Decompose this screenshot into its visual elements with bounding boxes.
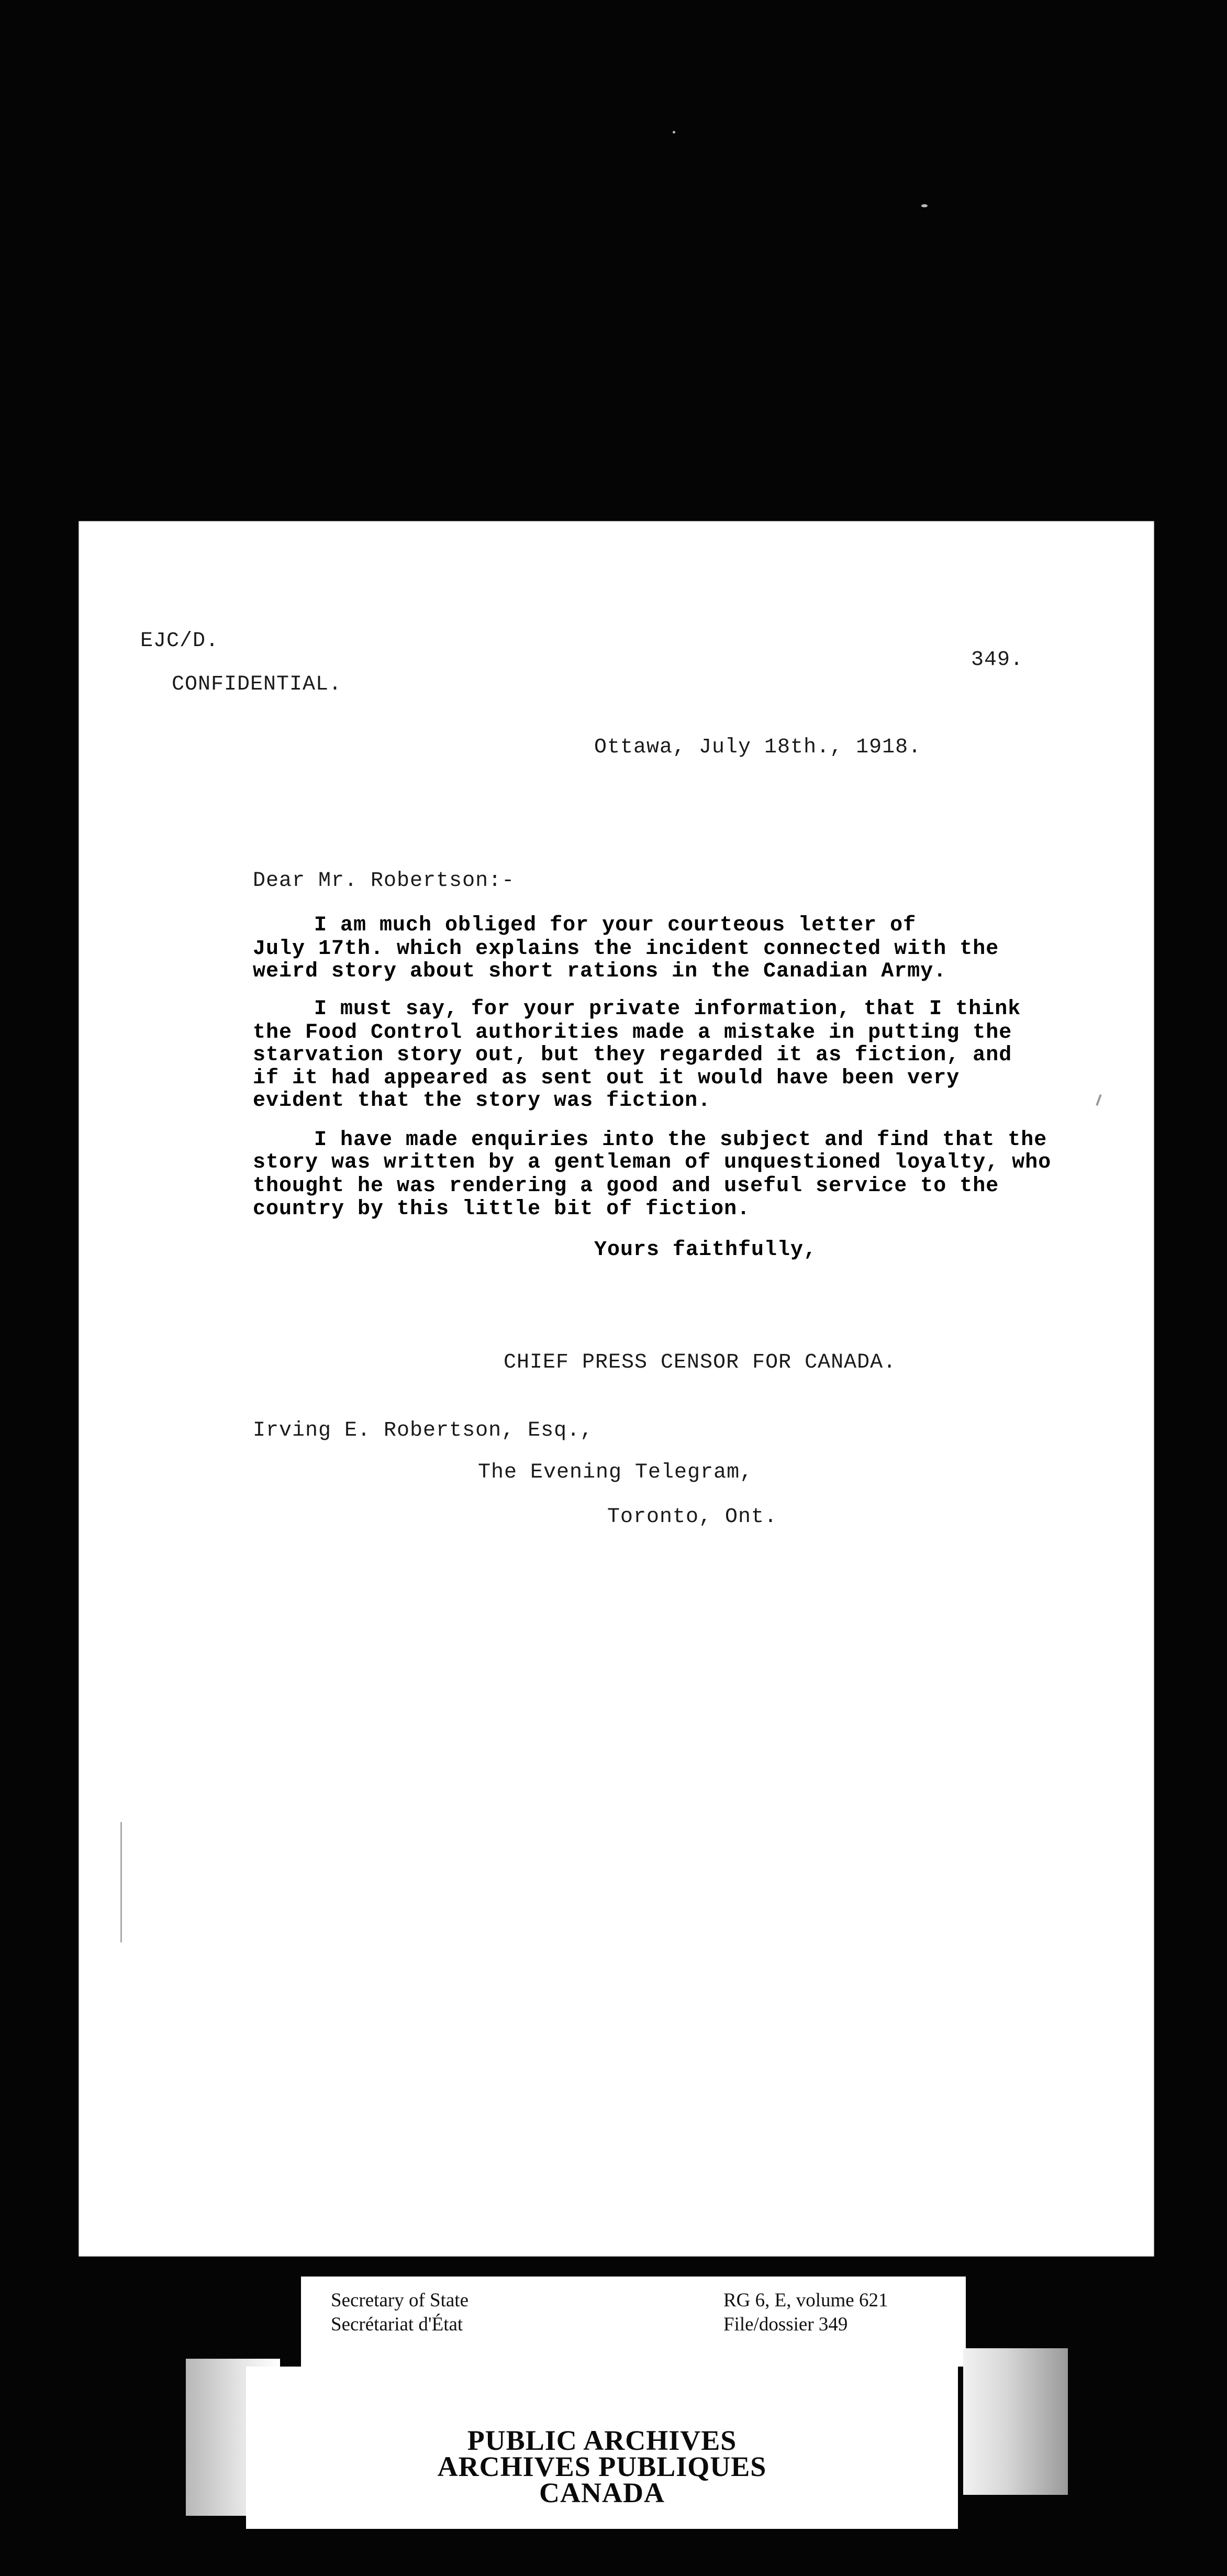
department-french: Secrétariat d'État — [331, 2314, 463, 2335]
salutation: Dear Mr. Robertson:- — [253, 869, 515, 893]
department-english: Secretary of State — [331, 2290, 469, 2311]
paragraph-line: I am much obliged for your courteous letter of — [314, 914, 917, 937]
recipient-line: Irving E. Robertson, Esq., — [253, 1419, 594, 1442]
paragraph-line: country by this little bit of fiction. — [253, 1197, 751, 1221]
stamp-line-french: ARCHIVES PUBLIQUES — [437, 2451, 767, 2482]
paragraph-line: story was written by a gentleman of unquestioned loyalty, who — [253, 1151, 1052, 1174]
place-date: Ottawa, July 18th., 1918. — [594, 736, 922, 759]
archive-stamp — [246, 2367, 958, 2529]
stamp-shadow-right — [963, 2348, 1068, 2495]
margin-mark — [1096, 1094, 1101, 1106]
scan-speck — [921, 204, 928, 207]
archive-label — [301, 2277, 966, 2367]
signature-title: CHIEF PRESS CENSOR FOR CANADA. — [504, 1351, 897, 1374]
archive-reference: RG 6, E, volume 621 — [723, 2290, 888, 2311]
page-crease — [120, 1822, 122, 1942]
paragraph-line: I have made enquiries into the subject and find that the — [314, 1128, 1047, 1152]
paragraph-line: starvation story out, but they regarded it as fiction, and — [253, 1043, 1012, 1067]
paragraph-line: July 17th. which explains the incident connected with the — [253, 937, 999, 961]
reference-initials: EJC/D. — [140, 629, 219, 653]
paragraph-line: weird story about short rations in the Canadian Army. — [253, 960, 947, 983]
page-number: 349. — [971, 648, 1024, 672]
letter-page — [79, 521, 1154, 2257]
closing: Yours faithfully, — [594, 1238, 817, 1262]
scan-speck — [673, 131, 675, 134]
archive-file: File/dossier 349 — [723, 2314, 848, 2335]
stamp-line-english: PUBLIC ARCHIVES — [467, 2425, 737, 2456]
classification-mark: CONFIDENTIAL. — [172, 673, 342, 696]
recipient-line: Toronto, Ont. — [607, 1505, 778, 1529]
paragraph-line: the Food Control authorities made a mistake in putting the — [253, 1021, 1012, 1045]
paragraph-line: if it had appeared as sent out it would have been very — [253, 1067, 960, 1090]
recipient-line: The Evening Telegram, — [478, 1461, 753, 1484]
stamp-line-country: CANADA — [539, 2477, 665, 2508]
paragraph-line: evident that the story was fiction. — [253, 1089, 711, 1113]
paragraph-line: I must say, for your private information, that I think — [314, 997, 1021, 1021]
paragraph-line: thought he was rendering a good and useful service to the — [253, 1174, 999, 1198]
